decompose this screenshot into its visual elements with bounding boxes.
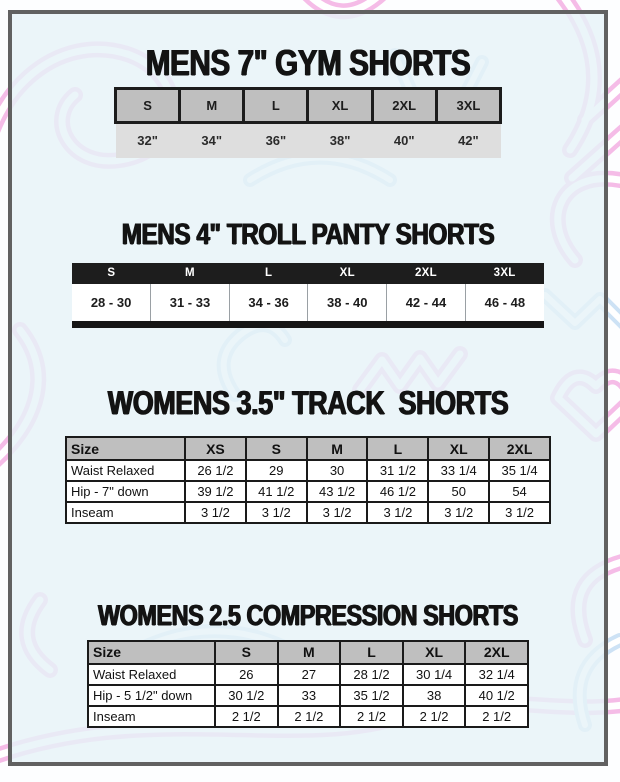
column-header: XS: [185, 437, 246, 460]
size-value-cell: 46 - 48: [465, 284, 544, 325]
mens-4-troll-panty-shorts-size-table: [72, 263, 544, 328]
table-row: [72, 284, 544, 325]
column-header: M: [307, 437, 368, 460]
size-value-cell: 42 - 44: [387, 284, 466, 325]
column-header: S: [215, 641, 278, 664]
size-value-cell: 41 1/2: [246, 481, 307, 502]
size-value-cell: 40 1/2: [465, 685, 528, 706]
column-header: XL: [308, 263, 387, 284]
size-value-cell: 38": [308, 122, 372, 158]
column-header: L: [340, 641, 403, 664]
size-value-cell: 43 1/2: [307, 481, 368, 502]
column-header: XL: [308, 88, 372, 122]
column-header: 2XL: [387, 263, 466, 284]
table-row: [88, 664, 528, 685]
size-value-cell: 54: [489, 481, 550, 502]
section-mens-7-gym-shorts: [12, 42, 604, 158]
section-title-mens-4-troll-panty-shorts: MENS 4" TROLL PANTY SHORTS: [121, 217, 495, 251]
size-value-cell: 28 1/2: [340, 664, 403, 685]
column-header: L: [244, 88, 308, 122]
column-header: 3XL: [436, 88, 500, 122]
column-header: L: [229, 263, 308, 284]
womens-3-5-track-shorts-size-table: [65, 436, 551, 524]
size-value-cell: 46 1/2: [367, 481, 428, 502]
column-header: S: [116, 88, 180, 122]
table-row: [66, 481, 550, 502]
row-label: Waist Relaxed: [66, 460, 185, 481]
table-row: [116, 122, 501, 158]
row-label: Waist Relaxed: [88, 664, 215, 685]
row-label: Hip - 5 1/2" down: [88, 685, 215, 706]
size-value-cell: 27: [278, 664, 341, 685]
size-value-cell: 38: [403, 685, 466, 706]
size-value-cell: 30 1/2: [215, 685, 278, 706]
size-value-cell: 3 1/2: [428, 502, 489, 523]
content-frame: [8, 10, 608, 766]
size-value-cell: 35 1/2: [340, 685, 403, 706]
table-row: [88, 685, 528, 706]
size-value-cell: 29: [246, 460, 307, 481]
size-value-cell: 35 1/4: [489, 460, 550, 481]
size-value-cell: 34": [180, 122, 244, 158]
size-value-cell: 28 - 30: [72, 284, 151, 325]
column-header: XL: [403, 641, 466, 664]
column-header: L: [367, 437, 428, 460]
womens-2-5-compression-shorts-size-table: [87, 640, 529, 728]
column-header: Size: [66, 437, 185, 460]
size-value-cell: 2 1/2: [340, 706, 403, 727]
section-womens-2-5-compression-shorts: [12, 598, 604, 727]
column-header: M: [278, 641, 341, 664]
size-value-cell: 33 1/4: [428, 460, 489, 481]
size-value-cell: 26: [215, 664, 278, 685]
section-title-womens-3-5-track-shorts: WOMENS 3.5" TRACK SHORTS: [107, 385, 509, 422]
size-value-cell: 31 - 33: [151, 284, 230, 325]
column-header: 2XL: [489, 437, 550, 460]
column-header: M: [180, 88, 244, 122]
table-row: [66, 502, 550, 523]
size-value-cell: 39 1/2: [185, 481, 246, 502]
size-value-cell: 3 1/2: [185, 502, 246, 523]
size-value-cell: 30 1/4: [403, 664, 466, 685]
header-row: [116, 88, 501, 122]
size-value-cell: 40": [372, 122, 436, 158]
size-value-cell: 42": [436, 122, 500, 158]
size-value-cell: 32 1/4: [465, 664, 528, 685]
size-value-cell: 26 1/2: [185, 460, 246, 481]
section-title-womens-2-5-compression-shorts: WOMENS 2.5 COMPRESSION SHORTS: [98, 598, 518, 632]
column-header: 2XL: [465, 641, 528, 664]
header-row: [72, 263, 544, 284]
row-label: Inseam: [66, 502, 185, 523]
column-header: M: [151, 263, 230, 284]
size-value-cell: 2 1/2: [278, 706, 341, 727]
section-mens-4-troll-panty-shorts: [12, 217, 604, 328]
row-label: Inseam: [88, 706, 215, 727]
header-row: [66, 437, 550, 460]
section-title-mens-7-gym-shorts: MENS 7" GYM SHORTS: [145, 42, 471, 83]
size-value-cell: 33: [278, 685, 341, 706]
column-header: XL: [428, 437, 489, 460]
column-header: Size: [88, 641, 215, 664]
size-value-cell: 36": [244, 122, 308, 158]
size-value-cell: 38 - 40: [308, 284, 387, 325]
size-value-cell: 2 1/2: [465, 706, 528, 727]
size-value-cell: 2 1/2: [403, 706, 466, 727]
section-womens-3-5-track-shorts: [12, 385, 604, 525]
column-header: S: [72, 263, 151, 284]
column-header: 2XL: [372, 88, 436, 122]
size-value-cell: 2 1/2: [215, 706, 278, 727]
table-row: [88, 706, 528, 727]
size-value-cell: 3 1/2: [307, 502, 368, 523]
size-value-cell: 32": [116, 122, 180, 158]
size-value-cell: 30: [307, 460, 368, 481]
size-value-cell: 3 1/2: [489, 502, 550, 523]
size-value-cell: 31 1/2: [367, 460, 428, 481]
table-row: [66, 460, 550, 481]
column-header: 3XL: [465, 263, 544, 284]
size-value-cell: 50: [428, 481, 489, 502]
size-value-cell: 3 1/2: [367, 502, 428, 523]
size-value-cell: 34 - 36: [229, 284, 308, 325]
size-value-cell: 3 1/2: [246, 502, 307, 523]
column-header: S: [246, 437, 307, 460]
row-label: Hip - 7" down: [66, 481, 185, 502]
header-row: [88, 641, 528, 664]
mens-7-gym-shorts-size-table: [114, 87, 502, 158]
